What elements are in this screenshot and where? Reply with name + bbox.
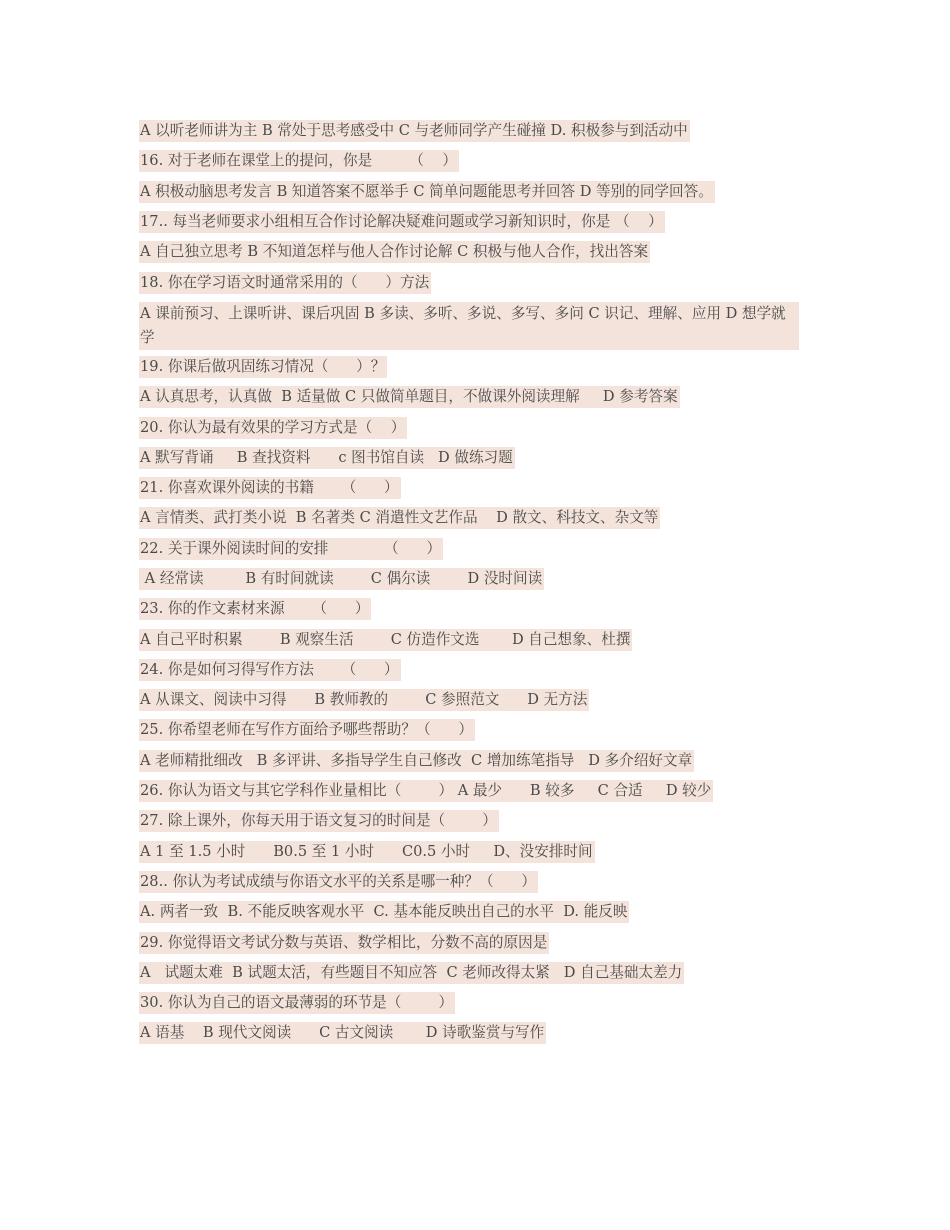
answer-options-line xyxy=(139,746,799,776)
answer-options-line xyxy=(139,685,799,715)
answer-options-line xyxy=(139,503,799,533)
line-text: A 认真思考，认真做 B 适量做 C 只做简单题目，不做课外阅读理解 D 参考答案 xyxy=(139,386,680,408)
line-text: A 1 至 1.5 小时 B0.5 至 1 小时 C0.5 小时 D、没安排时间 xyxy=(139,841,595,863)
line-text: 27. 除上课外，你每天用于语文复习的时间是（ ） xyxy=(139,810,499,832)
line-text: A 积极动脑思考发言 B 知道答案不愿举手 C 简单问题能思考并回答 D 等别的同学回答。 xyxy=(139,181,715,203)
line-text: 25. 你希望老师在写作方面给予哪些帮助？（ ） xyxy=(139,719,475,741)
line-text: A 经常读 B 有时间就读 C 偶尔读 D 没时间读 xyxy=(139,568,544,590)
question-line xyxy=(139,655,799,685)
line-text: A 自己平时积累 B 观察生活 C 仿造作文选 D 自己想象、杜撰 xyxy=(139,629,632,651)
line-text: A 试题太难 B 试题太活，有些题目不知应答 C 老师改得太紧 D 自己基础太差力 xyxy=(139,962,684,984)
line-text: 23. 你的作文素材来源 （ ） xyxy=(139,598,371,620)
question-line xyxy=(139,352,799,382)
line-text: 29. 你觉得语文考试分数与英语、数学相比，分数不高的原因是 xyxy=(139,932,549,954)
question-line xyxy=(139,207,799,237)
line-text: A 从课文、阅读中习得 B 教师教的 C 参照范文 D 无方法 xyxy=(139,689,589,711)
line-text: 26. 你认为语文与其它学科作业量相比（ ） A 最少 B 较多 C 合适 D 较少 xyxy=(139,780,713,802)
line-text: A 自己独立思考 B 不知道怎样与他人合作讨论解 C 积极与他人合作，找出答案 xyxy=(139,241,650,263)
answer-options-line xyxy=(139,177,799,207)
line-text: A. 两者一致 B. 不能反映客观水平 C. 基本能反映出自己的水平 D. 能反映 xyxy=(139,901,629,923)
question-line xyxy=(139,776,799,806)
question-line xyxy=(139,806,799,836)
line-text: A 言情类、武打类小说 B 名著类 C 消遣性文艺作品 D 散文、科技文、杂文等 xyxy=(139,507,660,529)
answer-options-line xyxy=(139,116,799,146)
line-text: 16. 对于老师在课堂上的提问，你是 （ ） xyxy=(139,150,459,172)
answer-options-line xyxy=(139,624,799,654)
line-text: 20. 你认为最有效果的学习方式是（ ） xyxy=(139,417,407,439)
line-text: 28.. 你认为考试成绩与你语文水平的关系是哪一种？（ ） xyxy=(139,871,538,893)
line-text: 30. 你认为自己的语文最薄弱的环节是（ ） xyxy=(139,992,455,1014)
question-line xyxy=(139,988,799,1018)
line-text: 19. 你课后做巩固练习情况（ ）？ xyxy=(139,356,387,378)
question-line xyxy=(139,715,799,745)
line-text: 17.. 每当老师要求小组相互合作讨论解决疑难问题或学习新知识时，你是 （ ） xyxy=(139,211,665,233)
line-text: A 课前预习、上课听讲、课后巩固 B 多读、多听、多说、多写、多问 C 识记、理解、应用 D 想学就学 xyxy=(139,302,799,350)
line-text: 24. 你是如何习得写作方法 （ ） xyxy=(139,659,401,681)
line-text: 22. 关于课外阅读时间的安排 （ ） xyxy=(139,538,443,560)
questionnaire-document xyxy=(139,116,799,1049)
question-line xyxy=(139,267,799,297)
answer-options-line xyxy=(139,298,799,352)
line-text: A 语基 B 现代文阅读 C 古文阅读 D 诗歌鉴赏与写作 xyxy=(139,1022,546,1044)
answer-options-line xyxy=(139,837,799,867)
answer-options-line xyxy=(139,237,799,267)
question-line xyxy=(139,927,799,957)
question-line xyxy=(139,146,799,176)
answer-options-line xyxy=(139,1018,799,1048)
answer-options-line xyxy=(139,382,799,412)
question-line xyxy=(139,473,799,503)
line-text: 21. 你喜欢课外阅读的书籍 （ ） xyxy=(139,477,401,499)
question-line xyxy=(139,867,799,897)
question-line xyxy=(139,534,799,564)
answer-options-line xyxy=(139,897,799,927)
line-text: 18. 你在学习语文时通常采用的（ ）方法 xyxy=(139,272,431,294)
question-line xyxy=(139,412,799,442)
answer-options-line xyxy=(139,958,799,988)
line-text: A 老师精批细改 B 多评讲、多指导学生自己修改 C 增加练笔指导 D 多介绍好文章 xyxy=(139,750,694,772)
answer-options-line xyxy=(139,443,799,473)
line-text: A 以听老师讲为主 B 常处于思考感受中 C 与老师同学产生碰撞 D. 积极参与到活动中 xyxy=(139,120,690,142)
answer-options-line xyxy=(139,564,799,594)
question-line xyxy=(139,594,799,624)
line-text: A 默写背诵 B 查找资料 c 图书馆自读 D 做练习题 xyxy=(139,447,515,469)
